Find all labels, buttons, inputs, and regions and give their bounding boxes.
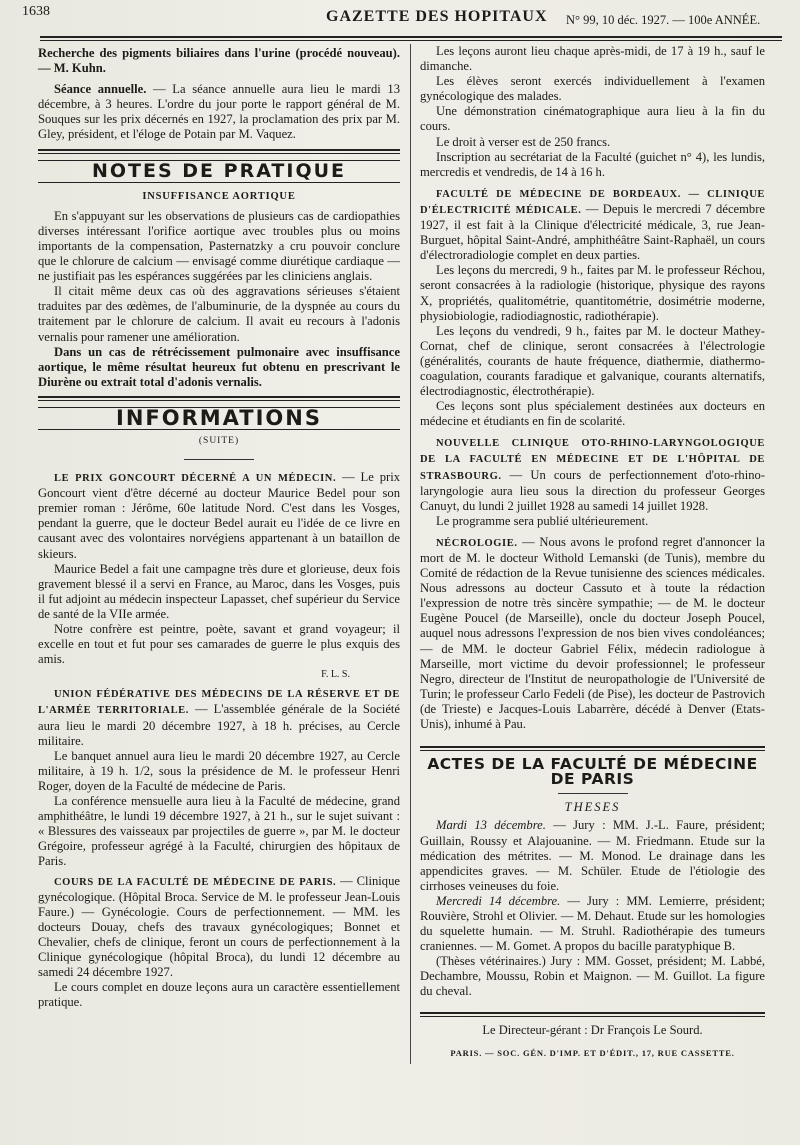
cours-paragraph: Une démonstration cinématographique aura lieu à la fin du cours. — [420, 104, 765, 134]
bordeaux-paragraph: Les leçons du mercredi, 9 h., faites par M. le professeur Réchou, seront consacrées à la radiologie (historique, physique des rayons X, propriétés, qualitométrie, quantitométrie, dosimétrie moderne, physiobiologie, radiodiagnostic, radiothérapie). — [420, 263, 765, 323]
notes-heading-box — [38, 160, 400, 183]
footer-rule — [420, 1012, 765, 1017]
issue-info: N° 99, 10 déc. 1927. — 100e ANNÉE. — [566, 13, 761, 27]
goncourt-item: LE PRIX GONCOURT DÉCERNÉ A UN MÉDECIN. — Le prix Goncourt vient d'être décerné au docteur Maurice Bedel pour son premier roman : Jérôme, 60e latitude Nord. C'est dans les Vosges, pendant la guerre, que le docteur Bedel aurait eu l'idée de ce livre en causant avec des volontaires norvégiens appartenant à un bataillon de skieurs. — [38, 470, 401, 561]
info-heading-box — [38, 407, 400, 430]
cours-paragraph: Les leçons auront lieu chaque après-midi, de 17 à 19 h., sauf le dimanche. — [420, 44, 765, 74]
imprint-line: PARIS. — SOC. GÉN. D'IMP. ET D'ÉDIT., 17, RUE CASSETTE. — [450, 1047, 735, 1058]
cours-paragraph: Le cours complet en douze leçons aura un caractère essentiellement pratique. — [38, 980, 400, 1010]
strasbourg-paragraph: Le programme sera publié ultérieurement. — [436, 513, 649, 528]
cours-item: COURS DE LA FACULTÉ DE MÉDECINE DE PARIS. — Clinique gynécologique. (Hôpital Broca. Service de M. le professeur Jean-Louis Faure.) — Gynécologie. Cours de perfectionnement. — MM. les docteurs Douay, chefs des travaux gynécologiques; Bonnet et Chevalier, chefs de clinique, feront un cours de perfectionnement à la Clinique gynécologique (hôpital Broca), du lundi 12 décembre au samedi 24 décembre 1927. — [38, 873, 400, 980]
director-line: Le Directeur-gérant : Dr François Le Sourd. — [482, 1022, 703, 1037]
page-number: 1638 — [22, 4, 50, 19]
header-rule — [40, 36, 782, 38]
short-rule — [558, 793, 628, 794]
cours-paragraph: Le droit à verser est de 250 francs. — [436, 134, 611, 149]
seance-annuelle: Séance annuelle. — La séance annuelle aura lieu le mardi 13 décembre, à 3 heures. L'ordre du jour porte le rapport général de M. Souques sur les prix décernés en 1927, la proclamation des prix par M. Gley, président, et l'éloge de Potain par M. Vaquez. — [38, 82, 400, 142]
bordeaux-paragraph: Ces leçons sont plus spécialement destinées aux docteurs en médecine et étudiants en fin de scolarité. — [420, 399, 765, 429]
cours-paragraph: Les élèves seront exercés individuellement à l'examen gynécologique des malades. — [420, 74, 765, 104]
right-column — [420, 44, 765, 1061]
notes-paragraph: En s'appuyant sur les observations de plusieurs cas de cardiopathies diverses intéressant l'orifice aortique avec troubles plus ou moins importants de la compensation, Pasternatzky a cru pouvoir conclure que le chlorure de calcium — envisagé comme diurétique cardiaque — ne justifiait pas les espérances suggérées par les cliniciens anglais. — [38, 208, 400, 284]
union-paragraph: La conférence mensuelle aura lieu à la Faculté de médecine, grand amphithéâtre, le lundi 19 décembre 1927, à 21 h., sur le sujet suivant : « Blessures des vaisseaux par projectiles de guerre », par M. le docteur Grégoire, professeur agrégé à la Faculté, chirurgien des hôpitaux de Paris. — [38, 794, 400, 869]
thesis-entry: Mercredi 14 décembre. — Jury : MM. Lemierre, président; Rouvière, Strohl et Olivier. — M. Dehaut. Etude sur les homologies du squelette humain. — M. Struhl. Radiothérapie des tumeurs craniennes. — M. Gomet. A propos du bacille paratyphique B. — [420, 893, 765, 954]
page-header — [0, 2, 800, 36]
header-rule-thin — [40, 40, 782, 41]
union-paragraph: Le banquet annuel aura lieu le mardi 20 décembre 1927, au Cercle militaire, à 19 h. 1/2, sous la présidence de M. le professeur Henri Roger, doyen de la Faculté de médecine de Paris. — [38, 748, 400, 793]
section-rule — [38, 149, 400, 154]
necrologie-item: NÉCROLOGIE. — Nous avons le profond regret d'annoncer la mort de M. le docteur Withold Lemanski (de Tunis), membre du Comité de rédaction de la Revue tunisienne des sciences médicales. Nous adressons au docteur Cassuto et à toute la rédaction l'expression de notre très sincère sympathie; — de M. le docteur Eugène Poucel (de Marseille), oncle du docteur Joseph Poucel, auquel nous adressons l'expression de nos bien vives condoléances; — de MM. le docteur Gabriel Félix, médecin radiologue à Marseille, mort victime du devoir professionnel; le professeur Negro, directeur de l'Institut de neuropathologie de l'Université de Turin; le professeur Carlo Fedeli (de Pise), les docteur de Pastrovich (de Trieste) e Jacques-Louis Labarrère, décédé à Denver (Etats-Unis), inhumé à Pau. — [420, 534, 765, 732]
signature: F. L. S. — [321, 669, 350, 681]
bordeaux-item: FACULTÉ DE MÉDECINE DE BORDEAUX. — CLINIQUE D'ÉLECTRICITÉ MÉDICALE. — Depuis le mercredi 7 décembre 1927, il est fait à la Clinique d'électricité médicale, 3, rue Jean-Burguet, hôpital Saint-André, amphithéâtre Saint-Raphaël, un cours d'électroradiologie complet en deux parties. — [420, 188, 765, 263]
left-column — [38, 46, 400, 1010]
notes-heading: NOTES DE PRATIQUE — [91, 159, 347, 182]
thesis-entry: Mardi 13 décembre. — Jury : MM. J.-L. Faure, président; Guillain, Roussy et Alajouanine. — M. Friedmann. Etude sur la médication des métrites. — M. Monod. Le drainage dans les appendicites graves. — M. Schüler. Etude de l'étiologie des cirrhoses veineuses du foie. — [420, 818, 765, 893]
notes-subheading: INSUFFISANCE AORTIQUE — [142, 190, 296, 202]
strasbourg-item: NOUVELLE CLINIQUE OTO-RHINO-LARYNGOLOGIQUE DE LA FACULTÉ EN MÉDECINE ET DE L'HÔPITAL DE STRASBOURG. — Un cours de perfectionnement d'oto-rhino-laryngologie aura lieu sous la direction du professeur Georges Canuyt, du lundi 2 juillet 1928 au samedi 14 juillet 1928. — [420, 438, 765, 513]
intro-item: Recherche des pigments biliaires dans l'urine (procédé nouveau). — M. Kuhn. — [38, 46, 400, 76]
goncourt-paragraph: Notre confrère est peintre, poète, savant et grand voyageur; il excelle en tout et fut pour ses camarades de guerre le plus exquis des amis. — [38, 622, 400, 667]
short-rule — [184, 459, 254, 460]
goncourt-paragraph: Maurice Bedel a fait une campagne très dure et glorieuse, deux fois gravement blessé il a servi en France, au Maroc, dans les Vosges, puis il fut adjoint au médecin inspecteur Lapasset, chef supérieur du Service de santé de la VIIe armée. — [38, 561, 400, 621]
section-rule — [38, 396, 400, 401]
theses-heading: THESES — [564, 800, 621, 815]
cours-paragraph: Inscription au secrétariat de la Faculté (guichet n° 4), les lundis, mercredis et vendredis, de 14 à 16 h. — [420, 149, 765, 179]
column-divider — [410, 44, 411, 1064]
notes-paragraph: Dans un cas de rétrécissement pulmonaire avec insuffisance aortique, le même résultat heureux fut obtenu en prescrivant le Diurène ou extrait total d'adonis vernalis. — [38, 344, 400, 389]
journal-title: GAZETTE DES HOPITAUX — [326, 8, 548, 25]
section-rule — [420, 746, 765, 751]
notes-paragraph: Il citait même deux cas où des aggravations sérieuses s'étaient traduites par des œdèmes, de l'albuminurie, de la dyspnée au cours du traitement par le chlorure de calcium. Il avait eu recours à l'adonis vernalis pour ramener une amélioration. — [38, 284, 400, 344]
thesis-entry: (Thèses vétérinaires.) Jury : MM. Gosset, président; M. Labbé, Dechambre, Moussu, Robin et Maignon. — M. Guillot. La figure du cheval. — [420, 954, 765, 999]
info-heading: INFORMATIONS — [116, 405, 322, 430]
bordeaux-paragraph: Les leçons du vendredi, 9 h., faites par M. le docteur Mathey-Cornat, chef de clinique, seront consacrées à l'électrologie (généralités, courants de haute fréquence, diathermie, diathermo-coagulation, courants faradique et galvanique, courants alternatifs, électrodiagnostic, électrothérapie). — [420, 323, 765, 399]
info-suite: (SUITE) — [198, 435, 240, 446]
acts-heading: ACTES DE LA FACULTÉ DE MÉDECINE DE PARIS — [427, 755, 758, 789]
union-item: UNION FÉDÉRATIVE DES MÉDECINS DE LA RÉSERVE ET DE L'ARMÉE TERRITORIALE. — L'assemblée générale de la Société aura lieu le mardi 20 décembre 1927, à 18 h. précises, au Cercle militaire. — [38, 689, 400, 748]
